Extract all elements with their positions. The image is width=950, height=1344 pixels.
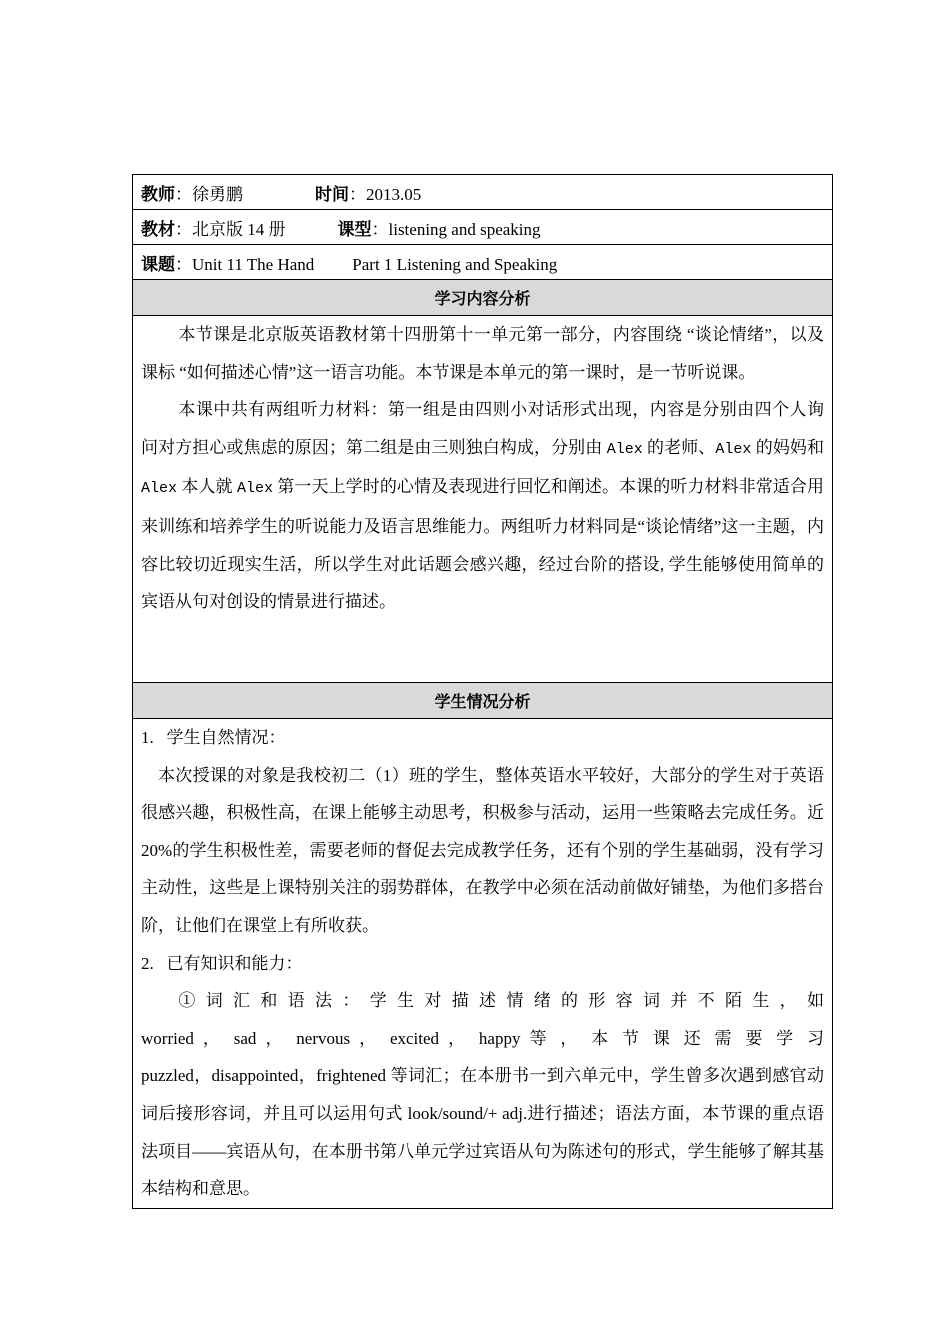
content-analysis-row — [133, 316, 833, 683]
vocab-line-1: ① 词 汇 和 语 法 ： 学 生 对 描 述 情 绪 的 形 容 词 并 不 陌 生 ， 如 — [178, 991, 824, 1011]
text-run: 的妈妈和 — [751, 437, 825, 457]
text-run: 的老师、 — [642, 437, 716, 457]
name-alex: Alex — [236, 480, 273, 498]
section-title: 学生情况分析 — [133, 683, 833, 719]
info-row-teacher — [133, 175, 833, 210]
info-cell — [133, 175, 833, 210]
list-item-1: 1. 学生自然情况： — [141, 728, 286, 747]
content-paragraph-1: 本节课是北京版英语教材第十四册第十一单元第一部分，内容围绕 “谈论情绪”，以及课标 “如何描述心情”这一语言功能。本节课是本单元的第一课时，是一节听说课。 — [141, 325, 824, 382]
type-value: ：listening and speaking — [371, 219, 541, 239]
teacher-label: 教师 — [141, 184, 175, 204]
student-analysis-row — [133, 719, 833, 1209]
student-paragraph-1: 本次授课的对象是我校初二（1）班的学生，整体英语水平较好，大部分的学生对于英语很感兴趣，积极性高，在课上能够主动思考，积极参与活动，运用一些策略去完成任务。近 20%的学生积极性差，需要老师的督促去完成教学任务，还有个别的学生基础弱，没有学习主动性，这些是上课特别关注的弱势群体，在教学中必须在活动前做好铺垫，为他们多搭台阶，让他们在课堂上有所收获。 — [141, 765, 824, 935]
name-alex: Alex — [715, 440, 752, 458]
text-run: 本人就 — [177, 477, 237, 497]
material-value: ：北京版 14 册 — [175, 219, 286, 239]
section-title: 学习内容分析 — [133, 280, 833, 316]
topic-part: Part 1 Listening and Speaking — [352, 254, 558, 274]
material-label: 教材 — [141, 219, 175, 239]
vocab-paragraph: puzzled，disappointed，frightened 等词汇；在本册书一到六单元中，学生曾多次遇到感官动词后接形容词，并且可以运用句式 look/sound/+ adj.进行描述；语法方面，本节课的重点语法项目——宾语从句，在本册书第八单元学过宾语从句为陈述句的形式，学生能够了解其基本结构和意思。 — [141, 1066, 824, 1199]
time-value: ：2013.05 — [349, 184, 422, 204]
name-alex: Alex — [606, 440, 643, 458]
student-analysis-cell — [133, 719, 833, 1209]
text-run: 本课中共有两组听力材料：第一组是由四则小对话形式出现，内容是分别由四个人询问对方担心或焦虑的原因；第二组是由三则独白构成，分别由 — [141, 400, 824, 457]
info-cell — [133, 210, 833, 245]
topic-value: ：Unit 11 The Hand — [175, 254, 315, 274]
section-header-content-analysis — [133, 280, 833, 316]
section-header-student-analysis — [133, 683, 833, 719]
lesson-plan-table — [132, 174, 833, 1209]
type-label: 课型 — [337, 219, 372, 239]
list-item-2: 2. 已有知识和能力： — [141, 953, 303, 973]
info-cell — [133, 245, 833, 280]
vocab-line-2: worried ， sad ， nervous ， excited ， happy 等 ， 本 节 课 还 需 要 学 习 — [141, 1028, 824, 1048]
topic-label: 课题 — [141, 254, 175, 274]
teacher-value: ：徐勇鹏 — [175, 184, 243, 204]
info-row-topic — [133, 245, 833, 280]
content-paragraph-2 — [141, 391, 824, 621]
name-alex: Alex — [141, 480, 178, 498]
time-label: 时间 — [315, 184, 349, 204]
content-analysis-cell — [133, 316, 833, 683]
text-run: 第一天上学时的心情及表现进行回忆和阐述。本课的听力材料非常适合用来训练和培养学生的听说能力及语言思维能力。两组听力材料同是“谈论情绪”这一主题，内容比较切近现实生活，所以学生对此话题会感兴趣，经过台阶的搭设, 学生能够使用简单的宾语从句对创设的情景进行描述。 — [141, 477, 825, 612]
info-row-material — [133, 210, 833, 245]
